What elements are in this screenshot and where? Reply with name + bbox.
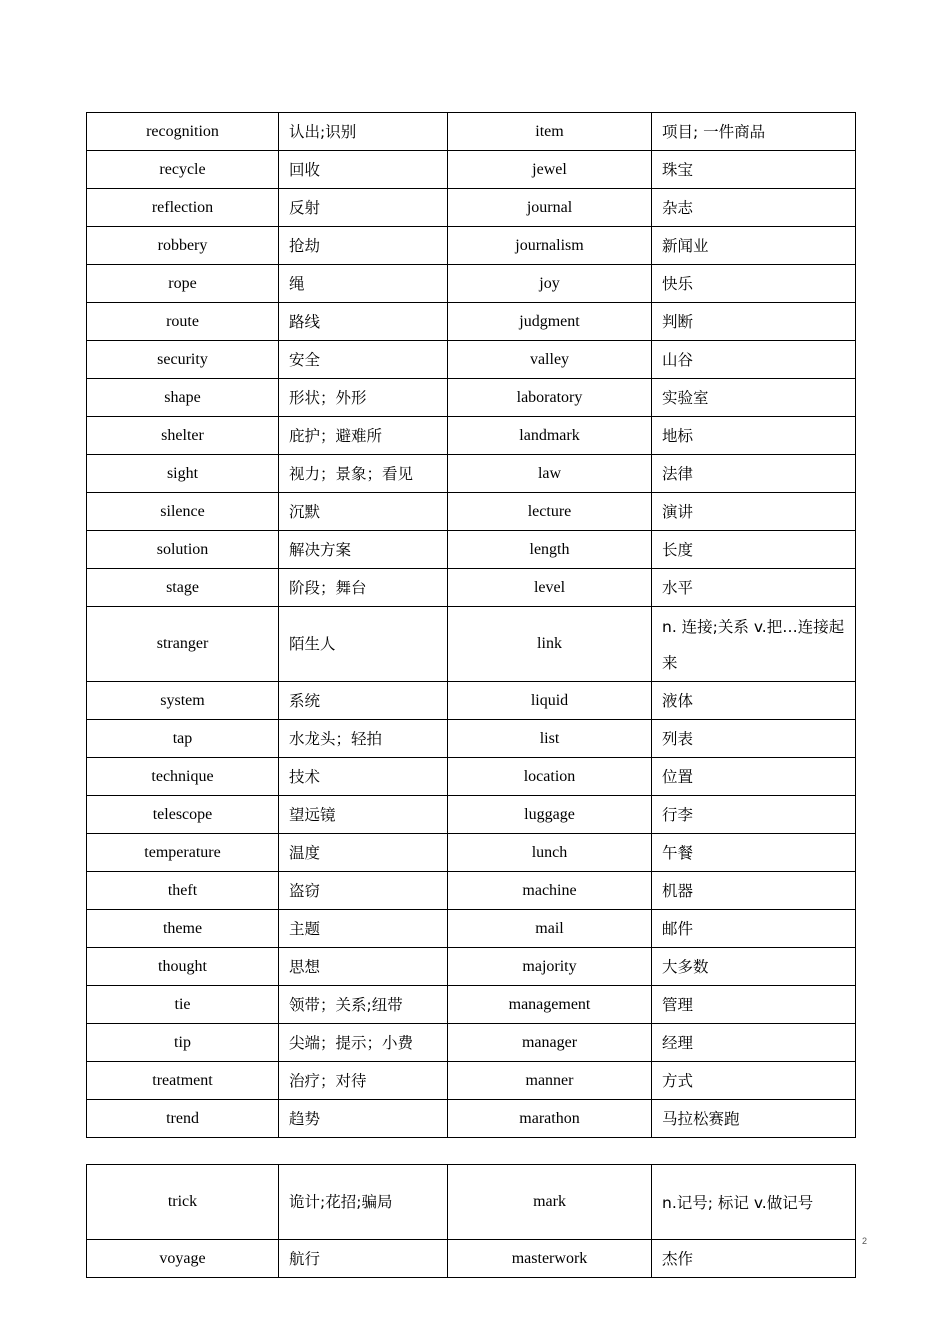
table-row bbox=[87, 834, 856, 872]
chinese-meaning-cell: 反射 bbox=[279, 189, 448, 227]
table-row bbox=[87, 1165, 856, 1240]
english-word-cell: valley bbox=[448, 341, 652, 379]
english-word-cell: management bbox=[448, 986, 652, 1024]
chinese-meaning-cell: 航行 bbox=[279, 1240, 448, 1278]
chinese-meaning-cell: 快乐 bbox=[652, 265, 856, 303]
chinese-meaning-cell: 行李 bbox=[652, 796, 856, 834]
table-row bbox=[87, 341, 856, 379]
chinese-meaning-cell: 庇护；避难所 bbox=[279, 417, 448, 455]
english-word-cell: stage bbox=[87, 569, 279, 607]
english-word-cell: sight bbox=[87, 455, 279, 493]
english-word-cell: reflection bbox=[87, 189, 279, 227]
english-word-cell: silence bbox=[87, 493, 279, 531]
english-word-cell: luggage bbox=[448, 796, 652, 834]
chinese-meaning-cell: 阶段；舞台 bbox=[279, 569, 448, 607]
chinese-meaning-cell: 趋势 bbox=[279, 1100, 448, 1138]
english-word-cell: mail bbox=[448, 910, 652, 948]
english-word-cell: shape bbox=[87, 379, 279, 417]
chinese-meaning-cell: 技术 bbox=[279, 758, 448, 796]
table-row bbox=[87, 986, 856, 1024]
english-word-cell: manager bbox=[448, 1024, 652, 1062]
chinese-meaning-cell: 水平 bbox=[652, 569, 856, 607]
table-row bbox=[87, 455, 856, 493]
english-word-cell: tip bbox=[87, 1024, 279, 1062]
chinese-meaning-cell: 安全 bbox=[279, 341, 448, 379]
chinese-meaning-cell: 解决方案 bbox=[279, 531, 448, 569]
english-word-cell: stranger bbox=[87, 607, 279, 682]
chinese-meaning-cell: 盗窃 bbox=[279, 872, 448, 910]
chinese-meaning-cell: 尖端；提示；小费 bbox=[279, 1024, 448, 1062]
english-word-cell: law bbox=[448, 455, 652, 493]
english-word-cell: theme bbox=[87, 910, 279, 948]
english-word-cell: tap bbox=[87, 720, 279, 758]
table-row bbox=[87, 758, 856, 796]
chinese-meaning-cell: 路线 bbox=[279, 303, 448, 341]
chinese-meaning-cell: 地标 bbox=[652, 417, 856, 455]
chinese-meaning-cell: 水龙头；轻拍 bbox=[279, 720, 448, 758]
english-word-cell: journal bbox=[448, 189, 652, 227]
english-word-cell: solution bbox=[87, 531, 279, 569]
english-word-cell: rope bbox=[87, 265, 279, 303]
table-row bbox=[87, 303, 856, 341]
english-word-cell: shelter bbox=[87, 417, 279, 455]
english-word-cell: treatment bbox=[87, 1062, 279, 1100]
table-row bbox=[87, 189, 856, 227]
english-word-cell: majority bbox=[448, 948, 652, 986]
chinese-meaning-cell: 实验室 bbox=[652, 379, 856, 417]
chinese-meaning-cell: 法律 bbox=[652, 455, 856, 493]
table-row bbox=[87, 227, 856, 265]
table-row bbox=[87, 569, 856, 607]
chinese-meaning-cell: 回收 bbox=[279, 151, 448, 189]
table-row bbox=[87, 796, 856, 834]
chinese-meaning-cell: 列表 bbox=[652, 720, 856, 758]
chinese-meaning-cell: 新闻业 bbox=[652, 227, 856, 265]
chinese-meaning-cell: 绳 bbox=[279, 265, 448, 303]
chinese-meaning-cell: 主题 bbox=[279, 910, 448, 948]
english-word-cell: route bbox=[87, 303, 279, 341]
vocabulary-table-continued bbox=[86, 1164, 856, 1278]
table-row bbox=[87, 607, 856, 682]
english-word-cell: security bbox=[87, 341, 279, 379]
chinese-meaning-cell: 视力；景象；看见 bbox=[279, 455, 448, 493]
chinese-meaning-cell: 系统 bbox=[279, 682, 448, 720]
chinese-meaning-cell: 机器 bbox=[652, 872, 856, 910]
chinese-meaning-cell: 管理 bbox=[652, 986, 856, 1024]
english-word-cell: landmark bbox=[448, 417, 652, 455]
table-row bbox=[87, 417, 856, 455]
table-row bbox=[87, 720, 856, 758]
chinese-meaning-cell: 演讲 bbox=[652, 493, 856, 531]
english-word-cell: masterwork bbox=[448, 1240, 652, 1278]
english-word-cell: machine bbox=[448, 872, 652, 910]
table-row bbox=[87, 872, 856, 910]
english-word-cell: liquid bbox=[448, 682, 652, 720]
chinese-meaning-cell: 认出;识别 bbox=[279, 113, 448, 151]
english-word-cell: thought bbox=[87, 948, 279, 986]
chinese-meaning-cell: 诡计;花招;骗局 bbox=[279, 1165, 448, 1240]
english-word-cell: joy bbox=[448, 265, 652, 303]
chinese-meaning-cell: 温度 bbox=[279, 834, 448, 872]
english-word-cell: lecture bbox=[448, 493, 652, 531]
english-word-cell: journalism bbox=[448, 227, 652, 265]
table-row bbox=[87, 493, 856, 531]
english-word-cell: length bbox=[448, 531, 652, 569]
chinese-meaning-cell: 项目; 一件商品 bbox=[652, 113, 856, 151]
chinese-meaning-cell: 领带；关系;纽带 bbox=[279, 986, 448, 1024]
english-word-cell: recognition bbox=[87, 113, 279, 151]
chinese-meaning-cell: 山谷 bbox=[652, 341, 856, 379]
chinese-meaning-cell: 杰作 bbox=[652, 1240, 856, 1278]
table-row bbox=[87, 113, 856, 151]
chinese-meaning-cell: 液体 bbox=[652, 682, 856, 720]
chinese-meaning-cell: 长度 bbox=[652, 531, 856, 569]
english-word-cell: list bbox=[448, 720, 652, 758]
english-word-cell: marathon bbox=[448, 1100, 652, 1138]
chinese-meaning-cell: 经理 bbox=[652, 1024, 856, 1062]
english-word-cell: tie bbox=[87, 986, 279, 1024]
english-word-cell: level bbox=[448, 569, 652, 607]
table-row bbox=[87, 265, 856, 303]
chinese-meaning-cell: 大多数 bbox=[652, 948, 856, 986]
chinese-meaning-cell: 珠宝 bbox=[652, 151, 856, 189]
chinese-meaning-cell: 抢劫 bbox=[279, 227, 448, 265]
english-word-cell: robbery bbox=[87, 227, 279, 265]
table-row bbox=[87, 151, 856, 189]
english-word-cell: lunch bbox=[448, 834, 652, 872]
chinese-meaning-cell: 沉默 bbox=[279, 493, 448, 531]
english-word-cell: location bbox=[448, 758, 652, 796]
chinese-meaning-cell: 方式 bbox=[652, 1062, 856, 1100]
english-word-cell: recycle bbox=[87, 151, 279, 189]
chinese-meaning-cell: 判断 bbox=[652, 303, 856, 341]
english-word-cell: trick bbox=[87, 1165, 279, 1240]
table-row bbox=[87, 1100, 856, 1138]
chinese-meaning-cell: 治疗；对待 bbox=[279, 1062, 448, 1100]
table-row bbox=[87, 682, 856, 720]
page-number: 2 bbox=[862, 1236, 868, 1246]
chinese-meaning-cell: 杂志 bbox=[652, 189, 856, 227]
english-word-cell: jewel bbox=[448, 151, 652, 189]
chinese-meaning-cell: n.记号; 标记 v.做记号 bbox=[652, 1165, 856, 1240]
english-word-cell: manner bbox=[448, 1062, 652, 1100]
chinese-meaning-cell: 思想 bbox=[279, 948, 448, 986]
chinese-meaning-cell: 邮件 bbox=[652, 910, 856, 948]
english-word-cell: system bbox=[87, 682, 279, 720]
english-word-cell: technique bbox=[87, 758, 279, 796]
table-row bbox=[87, 1240, 856, 1278]
table-row bbox=[87, 1062, 856, 1100]
english-word-cell: trend bbox=[87, 1100, 279, 1138]
english-word-cell: mark bbox=[448, 1165, 652, 1240]
vocabulary-table bbox=[86, 112, 856, 1138]
table-row bbox=[87, 948, 856, 986]
english-word-cell: voyage bbox=[87, 1240, 279, 1278]
chinese-meaning-cell: 陌生人 bbox=[279, 607, 448, 682]
english-word-cell: telescope bbox=[87, 796, 279, 834]
english-word-cell: link bbox=[448, 607, 652, 682]
table-row bbox=[87, 379, 856, 417]
table-row bbox=[87, 531, 856, 569]
chinese-meaning-cell: 形状；外形 bbox=[279, 379, 448, 417]
chinese-meaning-cell: 马拉松赛跑 bbox=[652, 1100, 856, 1138]
chinese-meaning-cell: 午餐 bbox=[652, 834, 856, 872]
english-word-cell: theft bbox=[87, 872, 279, 910]
chinese-meaning-cell: n. 连接;关系 v.把…连接起来 bbox=[652, 607, 856, 682]
table-row bbox=[87, 910, 856, 948]
english-word-cell: item bbox=[448, 113, 652, 151]
english-word-cell: laboratory bbox=[448, 379, 652, 417]
table-row bbox=[87, 1024, 856, 1062]
chinese-meaning-cell: 位置 bbox=[652, 758, 856, 796]
english-word-cell: temperature bbox=[87, 834, 279, 872]
chinese-meaning-cell: 望远镜 bbox=[279, 796, 448, 834]
english-word-cell: judgment bbox=[448, 303, 652, 341]
